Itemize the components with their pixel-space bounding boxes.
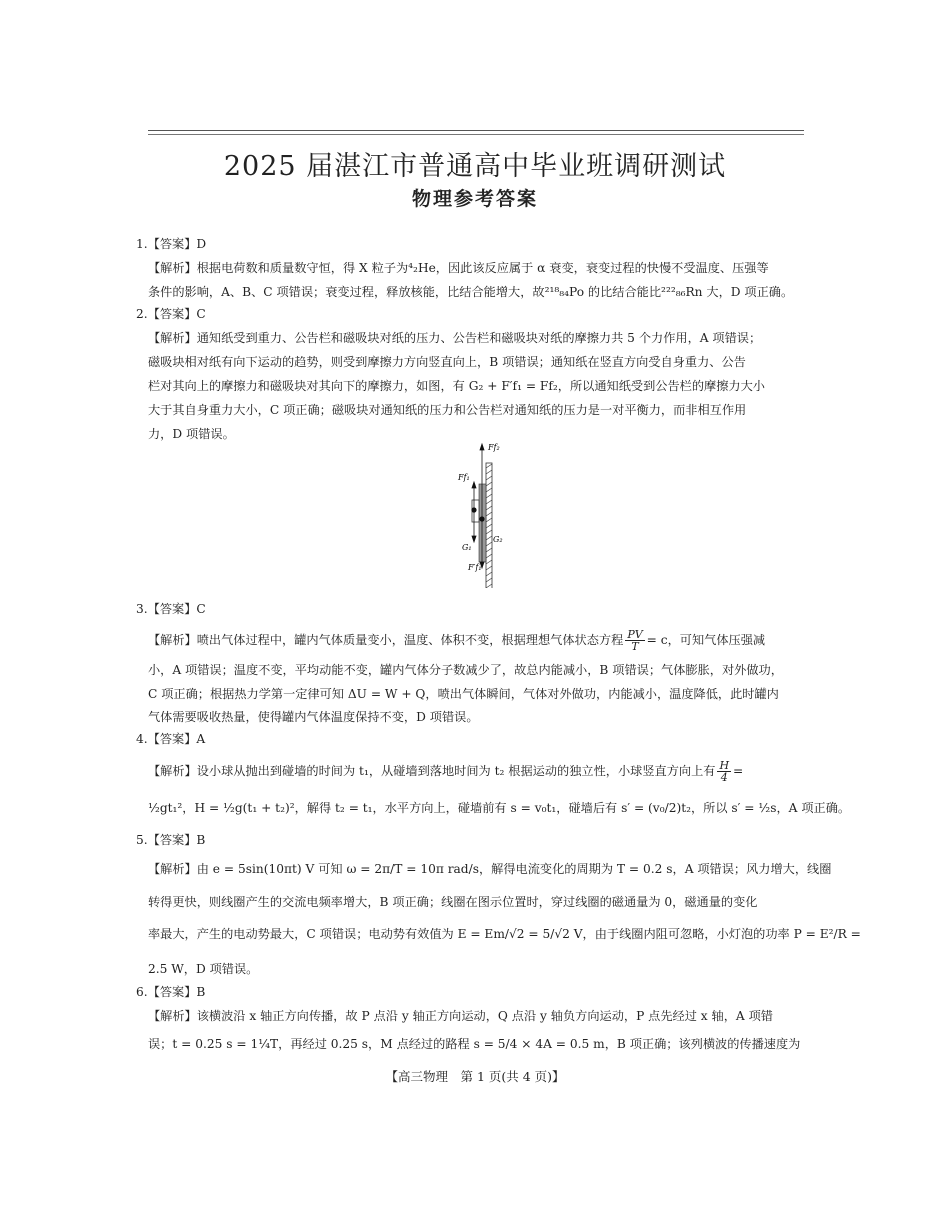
label-g1: G₁ [462,543,472,552]
q3-analysis-line3: C 项正确；根据热力学第一定律可知 ΔU = W + Q，喷出气体瞬间，气体对外做功，内能减小，温度降低，此时罐内 [148,687,779,701]
q2-analysis-line4: 大于其自身重力大小，C 项正确；磁吸块对通知纸的压力和公告栏对通知纸的压力是一对平衡力，而非相互作用 [148,403,747,417]
q2-analysis-line3: 栏对其向上的摩擦力和磁吸块对其向下的摩擦力，如图，有 G₂ + F′f₁ = Ff₂，所以通知纸受到公告栏的摩擦力大小 [148,379,765,393]
q2-analysis-line1: 【解析】通知纸受到重力、公告栏和磁吸块对纸的压力、公告栏和磁吸块对纸的摩擦力共 5 个力作用，A 项错误； [148,331,762,345]
q1-analysis-line1: 【解析】根据电荷数和质量数守恒，得 X 粒子为⁴₂He，因此该反应属于 α 衰变，衰变过程的快慢不受温度、压强等 [148,261,769,275]
q3-l1-text-b: = c，可知气体压强减 [646,633,766,647]
q1-analysis-line2: 条件的影响，A、B、C 项错误；衰变过程，释放核能，比结合能增大，故²¹⁸₈₄Po 的比结合能比²²²₈₆Rn 大，D 项正确。 [148,285,794,299]
label-ff1: Ff₁ [458,473,470,482]
q2-analysis-line5: 力，D 项错误。 [148,427,235,441]
q5-analysis-line2: 转得更快，则线圈产生的交流电频率增大，B 项正确；线圈在图示位置时，穿过线圈的磁通量为 0，磁通量的变化 [148,895,758,909]
top-rule-thin [148,134,804,135]
q3-analysis-line1 [148,629,765,652]
q3-analysis-line4: 气体需要吸收热量，使得罐内气体温度保持不变，D 项错误。 [148,710,479,724]
q5-analysis-line1: 【解析】由 e = 5sin(10πt) V 可知 ω = 2π/T = 10π rad/s，解得电流变化的周期为 T = 0.2 s，A 项错误；风力增大，线圈 [148,862,832,876]
force-diagram [450,438,520,592]
q3-analysis-line2: 小，A 项错误；温度不变，平均动能不变，罐内气体分子数减少了，故总内能减小，B 项错误；气体膨胀，对外做功， [148,663,783,677]
label-ff1-prime: F′f₁ [468,563,482,572]
q3-answer: 3.【答案】C [136,602,206,616]
q6-answer: 6.【答案】B [136,985,206,999]
q5-analysis-line3: 率最大，产生的电动势最大，C 项错误；电动势有效值为 E = Em/√2 = 5/√2 V，由于线圈内阻可忽略，小灯泡的功率 P = E²/R = [148,927,861,941]
q5-answer: 5.【答案】B [136,833,206,847]
page-title: 2025 届湛江市普通高中毕业班调研测试 [223,151,727,182]
q4-l1-text-a: 【解析】设小球从抛出到碰墙的时间为 t₁，从碰墙到落地时间为 t₂ 根据运动的独立性，小球竖直方向上有 [148,764,716,778]
q4-answer: 4.【答案】A [136,732,206,746]
label-ff2: Ff₂ [488,443,500,452]
q2-analysis-line2: 磁吸块相对纸有向下运动的趋势，则受到摩擦力方向竖直向上，B 项错误；通知纸在竖直方向受自身重力、公告 [148,355,746,369]
q4-l1-text-b: = [733,764,744,778]
page-footer: 【高三物理 第 1 页(共 4 页)】 [385,1069,565,1084]
q4-analysis-line1 [148,760,743,783]
q4-analysis-line2: ½gt₁²，H = ½g(t₁ + t₂)²，解得 t₂ = t₁，水平方向上，碰墙前有 s = v₀t₁，碰墙后有 s′ = (v₀/2)t₂，所以 s′ = ½s，A 项正确。 [148,801,851,815]
label-g2: G₂ [493,535,503,544]
q1-answer: 1.【答案】D [136,237,207,251]
q6-analysis-line1: 【解析】该横波沿 x 轴正方向传播，故 P 点沿 y 轴正方向运动，Q 点沿 y 轴负方向运动，P 点先经过 x 轴，A 项错 [148,1009,773,1023]
q5-analysis-line4: 2.5 W，D 项错误。 [148,962,259,976]
top-rule [148,130,804,131]
fraction-h-over-4: $\frac{H}{4}$ [719,759,730,784]
page-subtitle: 物理参考答案 [411,188,538,210]
q6-analysis-line2: 误；t = 0.25 s = 1¼T，再经过 0.25 s，M 点经过的路程 s = 5/4 × 4A = 0.5 m，B 项正确；该列横波的传播速度为 [148,1037,801,1051]
q3-l1-text-a: 【解析】喷出气体过程中，罐内气体质量变小，温度、体积不变，根据理想气体状态方程 [148,633,624,647]
q2-answer: 2.【答案】C [136,307,206,321]
fraction-pv-over-t: $\frac{PV}{T}$ [627,628,643,653]
